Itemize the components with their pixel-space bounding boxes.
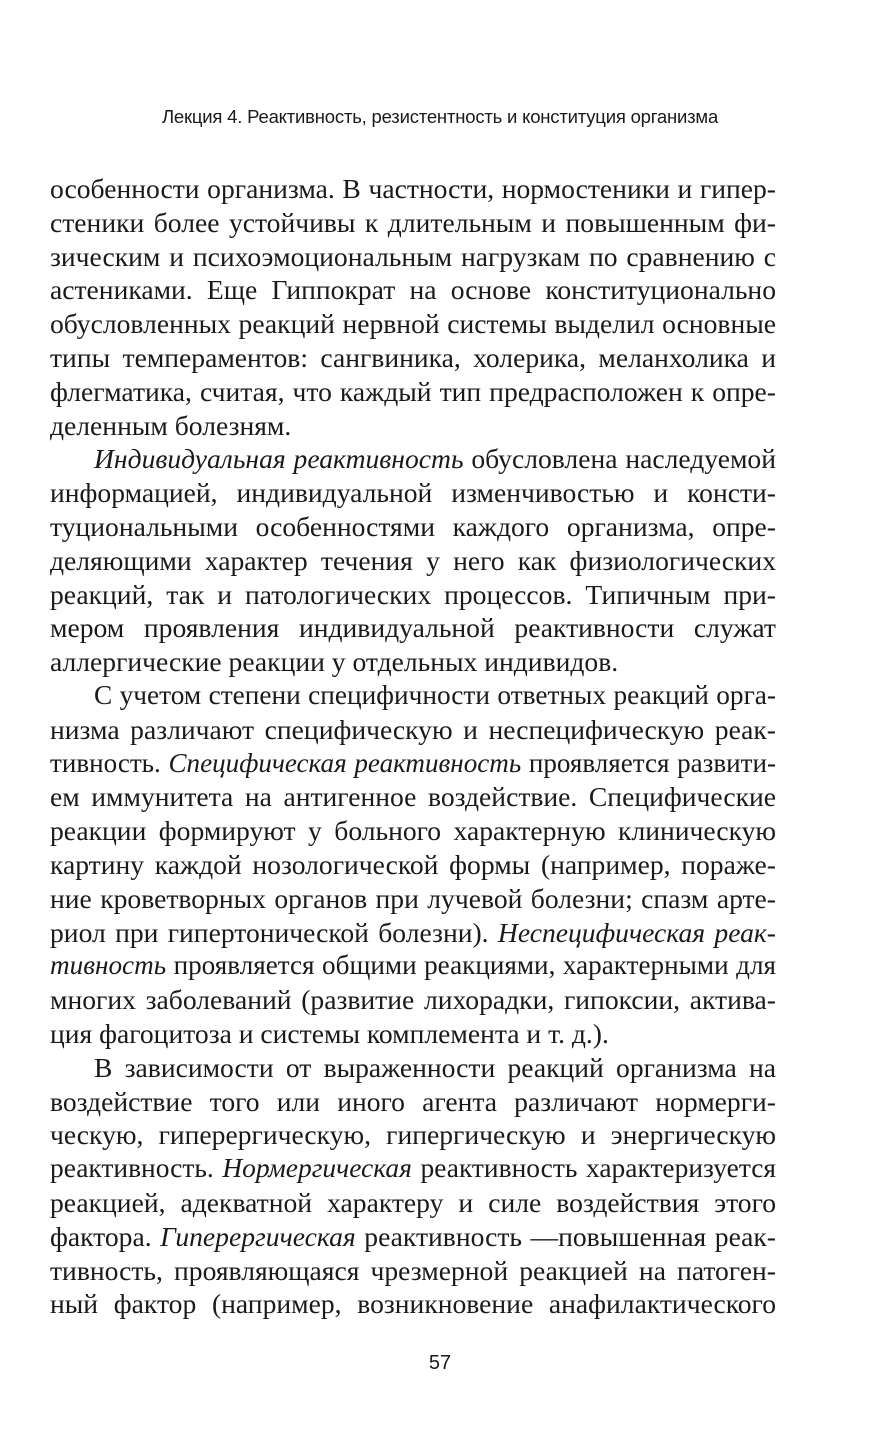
text-run: астениками. Еще Гиппократ на основе конституционально xyxy=(50,274,776,306)
text-line xyxy=(50,882,776,916)
paragraph xyxy=(50,172,776,442)
italic-term: Неспецифическая реак- xyxy=(497,916,776,948)
text-run: информацией, индивидуальной изменчивостью и консти- xyxy=(50,477,776,509)
text-run: аллергические реакции у отдельных индивидов. xyxy=(50,646,619,678)
text-line xyxy=(50,206,776,240)
text-run: реакцией, адекватной характеру и силе воздействия этого xyxy=(50,1186,776,1218)
text-run: стеники более устойчивы к длительным и повышенным фи- xyxy=(50,206,776,238)
text-run: картину каждой нозологической формы (например, пораже- xyxy=(50,848,776,880)
text-run: низма различают специфическую и неспецифическую реак- xyxy=(50,713,776,745)
text-line xyxy=(50,814,776,848)
italic-term: Гиперергическая xyxy=(160,1220,356,1252)
text-line xyxy=(50,1220,776,1254)
text-line xyxy=(50,848,776,882)
text-run: туциональными особенностями каждого организма, опре- xyxy=(50,510,776,542)
text-run: деляющими характер течения у него как физиологических xyxy=(50,544,776,576)
text-run: реактивность —повышенная реак- xyxy=(355,1220,776,1252)
text-run: реактивность. xyxy=(50,1153,223,1184)
text-run: обусловлена наследуемой xyxy=(463,443,776,475)
paragraph xyxy=(50,679,776,1051)
text-run: ция фагоцитоза и системы комплемента и т. д.). xyxy=(50,1017,609,1049)
text-line xyxy=(50,679,776,713)
text-line xyxy=(50,713,776,747)
text-line xyxy=(50,983,776,1017)
text-run: ние кроветворных органов при лучевой болезни; спазм арте- xyxy=(50,882,776,914)
text-line xyxy=(50,949,776,983)
text-run: многих заболеваний (развитие лихорадки, гипоксии, актива- xyxy=(50,984,776,1016)
text-run: риол при гипертонической болезни). xyxy=(50,916,498,948)
text-line xyxy=(50,780,776,814)
text-run: фактора. xyxy=(50,1220,161,1252)
text-line xyxy=(50,510,776,544)
text-line xyxy=(50,409,776,443)
italic-term: тивность xyxy=(50,950,167,981)
text-run: обусловленных реакций нервной системы выделил основные xyxy=(50,308,776,340)
text-line xyxy=(50,307,776,341)
text-run: реакций, так и патологических процессов. Типичным при- xyxy=(50,578,776,610)
text-run: проявляется развити- xyxy=(521,747,776,778)
text-run: ный фактор (например, возникновение анафилактического xyxy=(50,1288,776,1320)
text-run: типы темпераментов: сангвиника, холерика, меланхолика и xyxy=(50,341,776,373)
text-line xyxy=(50,476,776,510)
italic-term: Индивидуальная реактивность xyxy=(94,443,464,475)
text-run: ческую, гиперергическую, гипергическую и энергическую xyxy=(50,1119,776,1151)
text-line xyxy=(50,442,776,476)
text-line xyxy=(50,1186,776,1220)
text-run: проявляется общими реакциями, характерными для xyxy=(166,950,776,981)
text-line xyxy=(50,1287,776,1321)
text-line xyxy=(50,916,776,950)
text-run: ем иммунитета на антигенное воздействие. Специфические xyxy=(50,781,776,813)
text-run: мером проявления индивидуальной реактивности служат xyxy=(50,612,776,644)
text-line xyxy=(50,747,776,781)
text-line xyxy=(50,1118,776,1152)
text-line xyxy=(50,375,776,409)
paragraph xyxy=(50,442,776,679)
text-run: воздействие того или иного агента различают нормерги- xyxy=(50,1085,776,1117)
text-line xyxy=(50,1254,776,1288)
text-line xyxy=(50,273,776,307)
text-run: реактивность характеризуется xyxy=(411,1153,776,1184)
page-number: 57 xyxy=(428,1352,452,1374)
text-line xyxy=(50,1152,776,1186)
running-head: Лекция 4. Реактивность, резистентность и конституция организма xyxy=(161,106,719,127)
text-line xyxy=(50,578,776,612)
text-run: зическим и психоэмоциональным нагрузкам по сравнению с xyxy=(50,240,776,272)
italic-term: Специфическая реактивность xyxy=(168,747,522,778)
text-line xyxy=(50,645,776,679)
text-run: С учетом степени специфичности ответных реакций орга- xyxy=(94,679,776,710)
text-line xyxy=(50,611,776,645)
text-run: тивность. xyxy=(50,747,169,778)
text-run: В зависимости от выраженности реакций организма на xyxy=(94,1051,776,1083)
text-line xyxy=(50,172,776,206)
text-line xyxy=(50,1051,776,1085)
text-run: особенности организма. В частности, нормостеники и гипер- xyxy=(50,173,776,204)
text-line xyxy=(50,1085,776,1119)
text-line xyxy=(50,1017,776,1051)
text-line xyxy=(50,544,776,578)
text-run: реакции формируют у больного характерную клиническую xyxy=(50,815,776,847)
text-line xyxy=(50,341,776,375)
text-line xyxy=(50,240,776,274)
body-text xyxy=(50,172,776,1321)
paragraph xyxy=(50,1051,776,1321)
text-run: тивность, проявляющаяся чрезмерной реакцией на патоген- xyxy=(50,1254,776,1286)
text-run: флегматика, считая, что каждый тип предрасположен к опре- xyxy=(50,375,776,407)
text-run: деленным болезням. xyxy=(50,409,292,441)
italic-term: Нормергическая xyxy=(222,1153,412,1184)
